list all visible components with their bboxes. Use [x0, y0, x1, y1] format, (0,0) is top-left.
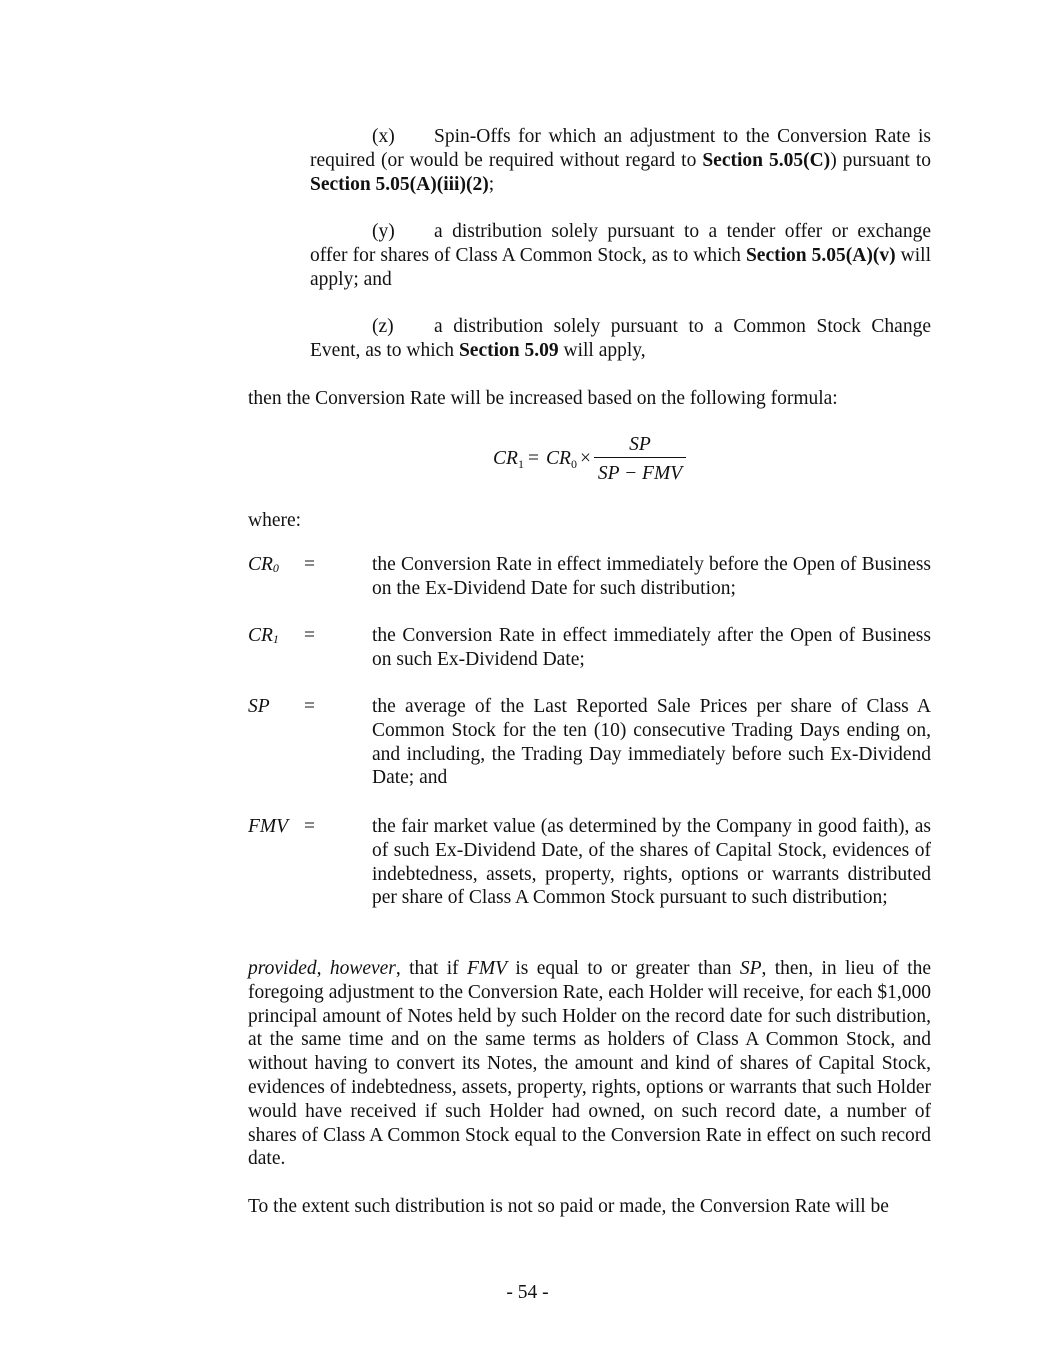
formula-equals: =: [528, 448, 539, 469]
definition-symbol-sub: 1: [272, 632, 279, 646]
clause-y-text-1: a distribution solely pursuant to a tender offer or exchange offer for shares of Class A Common Stock, as to which: [310, 221, 931, 266]
proviso-text: , that if: [395, 958, 467, 979]
definition-text: the Conversion Rate in effect immediately before the Open of Business on the Ex-Dividend Date for such distribution;: [372, 554, 931, 599]
formula-lhs-sub: 1: [518, 457, 524, 471]
clause-z-text-2: will apply,: [558, 339, 646, 361]
definition-sp: [248, 695, 931, 790]
definition-equals: =: [304, 696, 315, 717]
definition-fmv: [248, 815, 931, 910]
conversion-formula: [493, 432, 693, 486]
formula-lhs-base: CR: [493, 448, 518, 469]
definition-text: the fair market value (as determined by the Company in good faith), as of such Ex-Dividend Date, of the shares of Capital Stock, evidences of indebtedness, assets, property, rights, options or warrants distributed per share of Class A Common Stock pursuant to such distribution;: [372, 816, 931, 909]
clause-x: [310, 125, 931, 196]
formula-intro: then the Conversion Rate will be increased based on the following formula:: [248, 388, 838, 409]
page-number: - 54 -: [506, 1282, 549, 1303]
definition-equals: =: [304, 816, 315, 837]
definition-symbol-base: CR: [248, 625, 273, 646]
where-label: where:: [248, 510, 302, 531]
clause-x-text-3: ;: [488, 173, 495, 195]
definition-cr0: [248, 553, 931, 601]
proviso-italic-however: however: [329, 958, 396, 979]
formula-times: ×: [580, 448, 591, 469]
definition-cr1: [248, 624, 931, 672]
definition-text: the average of the Last Reported Sale Prices per share of Class A Common Stock for the ten (10) consecutive Trading Days ending on, and including, the Trading Day immediately before such Ex-Dividend Date; and: [372, 696, 931, 789]
clause-x-ref-2: Section 5.05(A)(iii)(2): [310, 173, 489, 195]
clause-y-text-2: will apply; and: [310, 244, 931, 290]
clause-x-text-1: Spin-Offs for which an adjustment to the Conversion Rate is required (or would be required without regard to: [310, 126, 931, 171]
definition-equals: =: [304, 554, 315, 575]
clause-x-ref-1: Section 5.05(C): [702, 149, 831, 171]
clause-z-text-1: a distribution solely pursuant to a Common Stock Change Event, as to which: [310, 316, 931, 361]
continuation-paragraph: To the extent such distribution is not so paid or made, the Conversion Rate will be: [248, 1196, 889, 1217]
clause-x-tag: (x): [372, 126, 395, 147]
definition-text: the Conversion Rate in effect immediately after the Open of Business on such Ex-Dividend Date;: [372, 625, 931, 670]
definition-symbol: [248, 624, 279, 652]
definition-equals: =: [304, 625, 315, 646]
proviso-italic-sp: SP: [739, 958, 762, 979]
formula-numerator: SP: [629, 434, 651, 455]
definition-symbol-base: CR: [248, 554, 273, 575]
definition-symbol: [248, 553, 279, 581]
proviso-text: ,: [316, 958, 330, 979]
clause-y: [310, 220, 931, 291]
clause-x-text-2: ) pursuant to: [830, 149, 931, 171]
formula-rhs-base: CR: [546, 448, 571, 469]
clause-y-tag: (y): [372, 221, 395, 242]
proviso-paragraph: [248, 957, 931, 1171]
definition-symbol: FMV: [248, 816, 289, 837]
definition-symbol: SP: [248, 696, 270, 717]
clause-z-tag: (z): [372, 316, 394, 337]
clause-z: [310, 315, 931, 363]
proviso-text: , then, in lieu of the foregoing adjustment to the Conversion Rate, each Holder will receive, for each $1,000 principal amount of Notes held by such Holder on the record date for such distribution, at the same time and on the same terms as holders of Class A Common Stock, and without having to convert its Notes, the amount and kind of shares of Capital Stock, evidences of indebtedness, assets, property, rights, options or warrants that such Holder would have received if such Holder had owned, on such record date, a number of shares of Class A Common Stock equal to the Conversion Rate in effect on such record date.: [248, 958, 932, 1170]
proviso-italic-provided: provided: [248, 958, 317, 979]
formula-rhs-sub: 0: [571, 457, 577, 471]
proviso-text: is equal to or greater than: [507, 958, 740, 979]
formula-denominator: SP − FMV: [597, 463, 683, 484]
clause-y-ref: Section 5.05(A)(v): [745, 244, 896, 266]
clause-z-ref: Section 5.09: [458, 339, 559, 361]
definition-symbol-sub: 0: [272, 561, 279, 575]
proviso-italic-fmv: FMV: [466, 958, 508, 979]
